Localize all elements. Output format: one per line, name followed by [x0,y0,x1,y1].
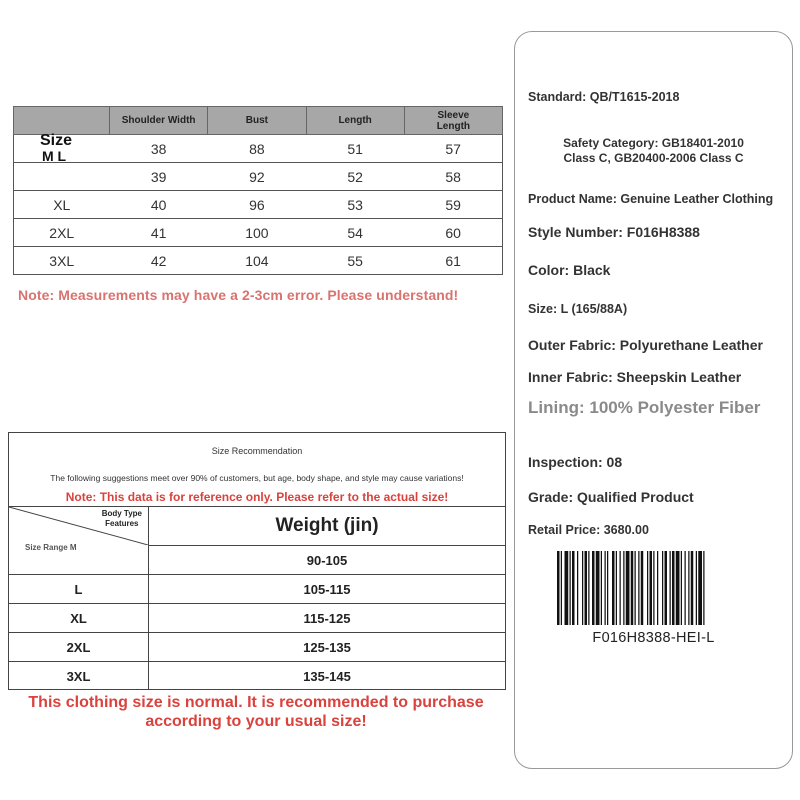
size-chart-table [13,106,503,275]
recommendation-table [9,506,505,690]
lining-line: Lining: 100% Polyester Fiber [528,398,761,417]
size-column-label: Size [40,132,73,149]
size-cell: 3XL [14,247,110,275]
rec-weight-cell: 90-105 [149,546,506,575]
recommendation-note: Note: This data is for reference only. Please refer to the actual size! [65,490,449,504]
safety-line-1: Safety Category: GB18401-2010 [563,136,744,150]
barcode [557,551,752,625]
inspection-line: Inspection: 08 [528,454,623,470]
table-row [9,633,505,662]
table-row [9,546,505,575]
length-value: 54 [306,219,404,247]
body-type-label: Body Type Features [101,509,142,528]
sleeve-value: 60 [404,219,502,247]
bust-value: 100 [208,219,306,247]
rec-weight-cell: 105-115 [149,575,506,604]
size-cell [14,132,110,164]
length-value: 53 [306,191,404,219]
size-line: Size: L (165/88A) [528,302,628,316]
standard-line: Standard: QB/T1615-2018 [528,90,680,104]
header-shoulder-width: Shoulder Width [110,107,208,135]
shoulder-value: 39 [110,163,208,191]
outer-fabric-line: Outer Fabric: Polyurethane Leather [528,337,763,353]
inner-fabric-line: Inner Fabric: Sheepskin Leather [528,369,742,385]
length-value: 52 [306,163,404,191]
sleeve-value: 57 [404,135,502,163]
sleeve-value: 59 [404,191,502,219]
bust-value: 96 [208,191,306,219]
rec-weight-cell: 125-135 [149,633,506,662]
safety-category-block [515,136,792,166]
size-cell [14,163,110,191]
table-row [14,163,503,191]
size-rows-label: M L [42,148,67,164]
rec-size-cell: 3XL [9,662,149,691]
bust-value: 92 [208,163,306,191]
shoulder-value: 40 [110,191,208,219]
product-tag-card [514,31,793,769]
table-row [14,135,503,163]
length-value: 51 [306,135,404,163]
header-sleeve-length: Sleeve Length [404,107,502,135]
sleeve-value: 61 [404,247,502,275]
bust-value: 88 [208,135,306,163]
size-chart-header-row [14,107,503,135]
shoulder-value: 41 [110,219,208,247]
table-row [14,247,503,275]
safety-line-2: Class C, GB20400-2006 Class C [563,151,744,165]
sleeve-value: 58 [404,163,502,191]
retail-price-line: Retail Price: 3680.00 [528,523,649,537]
table-row [9,575,505,604]
header-length: Length [306,107,404,135]
recommendation-header-row [9,507,505,546]
sizing-advice-note: This clothing size is normal. It is recommended to purchase according to your usual size! [28,694,484,730]
size-cell: 2XL [14,219,110,247]
bust-value: 104 [208,247,306,275]
table-row [14,219,503,247]
rec-weight-cell: 135-145 [149,662,506,691]
rec-size-cell: 2XL [9,633,149,662]
color-line: Color: Black [528,262,611,278]
table-row [9,662,505,691]
size-recommendation-panel [8,432,506,690]
shoulder-value: 38 [110,135,208,163]
style-number-line: Style Number: F016H8388 [528,224,700,240]
weight-header: Weight (jin) [149,507,506,546]
table-row [14,191,503,219]
recommendation-subtitle: The following suggestions meet over 90% of customers, but age, body shape, and style may cause variations! [50,473,464,483]
size-range-label: Size Range M [25,543,77,552]
header-bust: Bust [208,107,306,135]
length-value: 55 [306,247,404,275]
size-chart-corner [14,107,110,135]
product-name-line: Product Name: Genuine Leather Clothing [528,192,774,206]
grade-line: Grade: Qualified Product [528,489,694,505]
recommendation-title: Size Recommendation [211,446,303,456]
size-cell: XL [14,191,110,219]
rec-size-cell: XL [9,604,149,633]
rec-weight-cell: 115-125 [149,604,506,633]
table-row [9,604,505,633]
rec-size-cell: L [9,575,149,604]
shoulder-value: 42 [110,247,208,275]
diagonal-corner-cell [9,507,149,552]
measurement-note: Note: Measurements may have a 2-3cm error. Please understand! [18,287,459,303]
barcode-number: F016H8388-HEI-L [592,630,715,646]
